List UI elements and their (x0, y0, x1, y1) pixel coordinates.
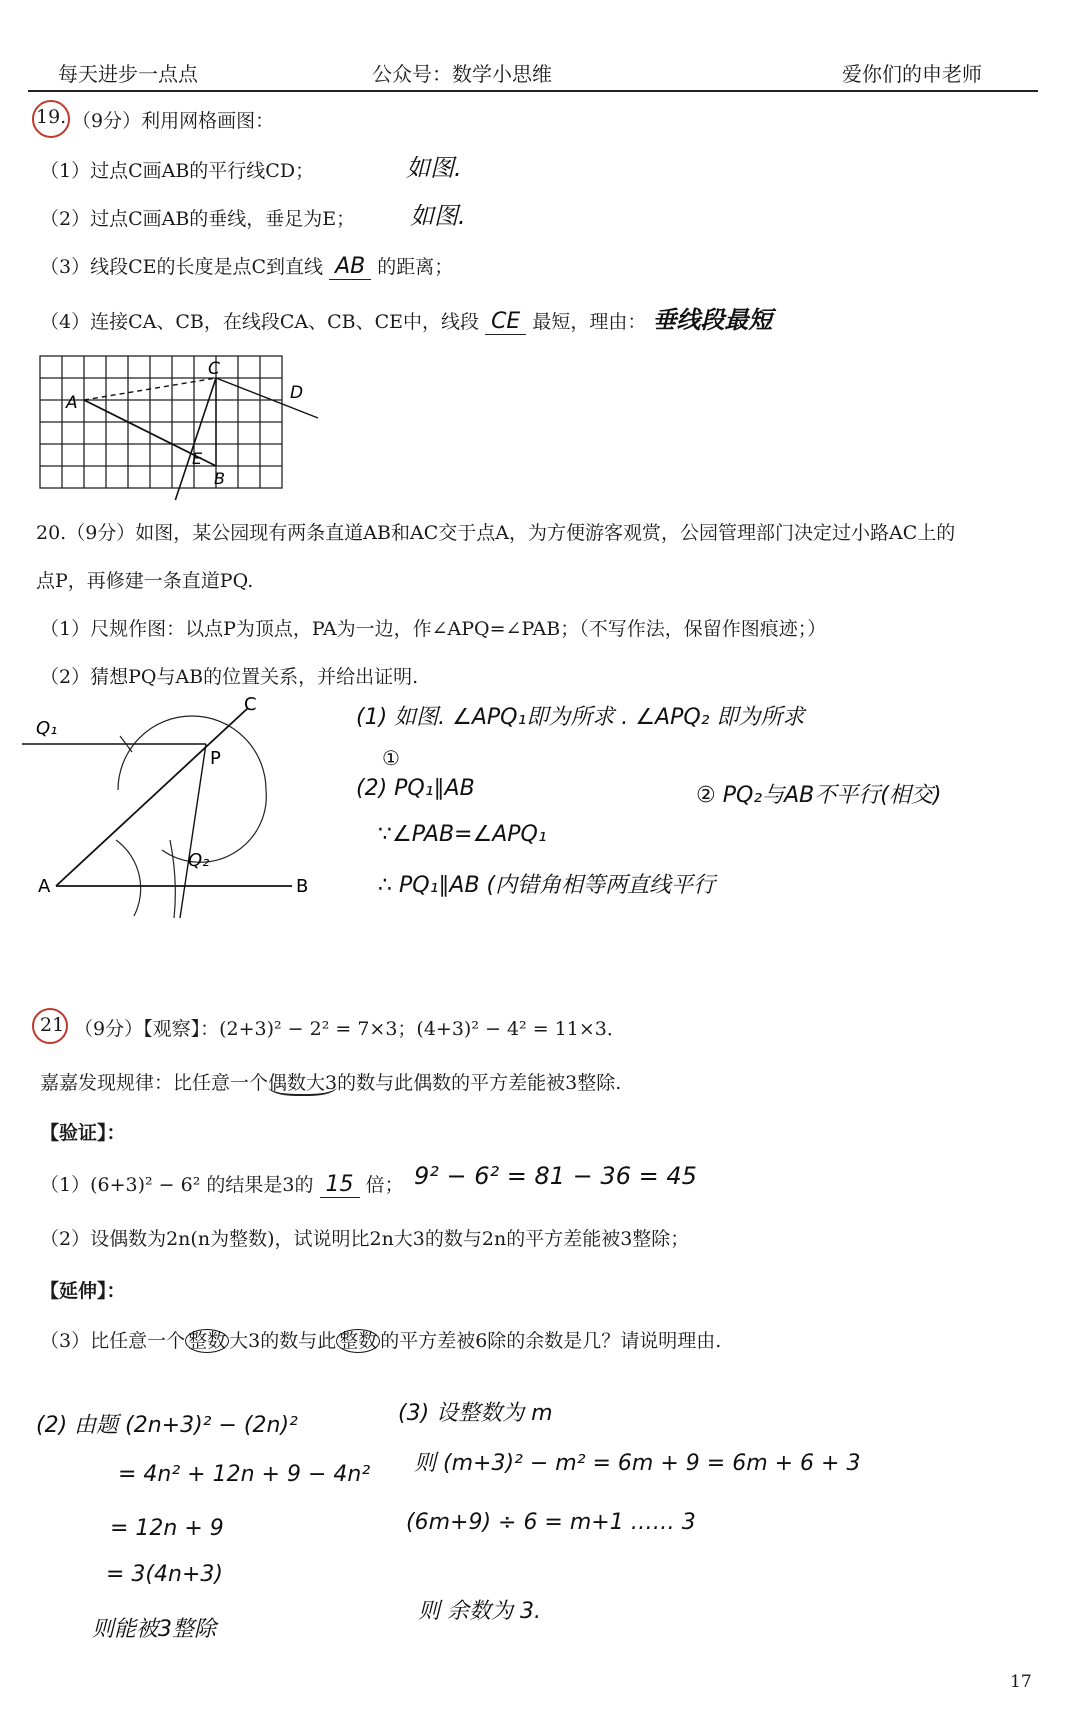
q21-extend-heading: 【延伸】： (40, 1280, 126, 1302)
question-21-number: 21 (40, 1014, 65, 1036)
q21-verify-heading: 【验证】： (40, 1122, 126, 1144)
q20-part2: （2）猜想PQ与AB的位置关系，并给出证明. (40, 666, 419, 688)
question-19-number: 19. (36, 106, 67, 128)
q19-part2-answer: 如图. (410, 202, 466, 230)
q21-rule-underlined: 偶数大3 (268, 1072, 338, 1094)
q20-answer-1: (1) 如图. ∠APQ₁即为所求 . ∠APQ₂ 即为所求 (356, 705, 805, 730)
line-pq2 (180, 744, 206, 918)
q21-part1-prefix: （1）(6+3)² − 6² 的结果是3的 (40, 1174, 314, 1196)
fig20-label-b: B (296, 876, 309, 897)
header-center: 公众号：数学小思维 (372, 62, 552, 86)
fig20-label-p: P (210, 748, 221, 769)
grid-lines (40, 356, 282, 488)
grid-label-e: E (192, 449, 203, 468)
q21-rule-suffix: 的数与此偶数的平方差能被3整除. (337, 1072, 622, 1094)
q21-part2: （2）设偶数为2n(n为整数)，试说明比2n大3的数与2n的平方差能被3整除； (40, 1228, 690, 1250)
fig20-label-q2: Q₂ (188, 850, 210, 871)
q19-part3 (40, 252, 453, 279)
header-left: 每天进步一点点 (58, 62, 198, 86)
q20-answer-2c: ∴ PQ₁∥AB (内错角相等两直线平行 (378, 873, 716, 898)
page-number: 17 (1010, 1672, 1032, 1692)
q20-answer-2a: (2) PQ₁∥AB (356, 776, 475, 801)
compass-arc-q2 (170, 840, 175, 918)
q20-construction-figure (20, 690, 350, 920)
q21-part1-work: 9² − 6² = 81 − 36 = 45 (414, 1162, 697, 1190)
q19-part4-middle: 最短，理由： (532, 311, 647, 333)
grid-label-d: D (290, 383, 304, 403)
q21-work-left-line-1: (2) 由题 (2n+3)² − (2n)² (36, 1413, 298, 1438)
header-rule (28, 90, 1038, 92)
q21-part3-b: 大3的数与此 (229, 1330, 337, 1352)
q21-work-right-line-3: (6m+9) ÷ 6 = m+1 …… 3 (406, 1510, 696, 1535)
q21-work-left-line-5: 则能被3整除 (92, 1617, 216, 1642)
q19-part2: （2）过点C画AB的垂线，垂足为E； (40, 208, 356, 230)
fig20-label-q1: Q₁ (36, 718, 58, 739)
q21-part3-ring-1: 整数 (185, 1329, 229, 1353)
q19-part4-blank: CE (485, 309, 526, 335)
q20-line1: 20.（9分）如图，某公园现有两条直道AB和AC交于点A，为方便游客观赏，公园管理部门决定过小路AC上的 (36, 522, 956, 544)
q21-rule (40, 1068, 621, 1095)
q20-answer-2b: ∵∠PAB=∠APQ₁ (378, 822, 547, 847)
q21-work-right-line-1: (3) 设整数为 m (398, 1401, 553, 1426)
q21-part1 (40, 1170, 404, 1197)
q21-rule-prefix: 嘉嘉发现规律：比任意一个 (40, 1072, 269, 1094)
q19-part3-prefix: （3）线段CE的长度是点C到直线 (40, 256, 324, 278)
q19-part4-answer: 垂线段最短 (652, 306, 773, 334)
grid-label-b: B (214, 469, 225, 488)
fig20-label-c: C (244, 694, 257, 715)
compass-arc-a (116, 840, 141, 916)
q19-part3-suffix: 的距离； (377, 256, 454, 278)
q20-line2: 点P，再修建一条直道PQ. (36, 570, 254, 592)
q21-work-left-line-2: = 4n² + 12n + 9 − 4n² (118, 1462, 371, 1487)
q21-work-left-line-3: = 12n + 9 (110, 1516, 224, 1541)
q21-part1-blank: 15 (320, 1172, 360, 1198)
q19-grid-figure (36, 350, 336, 500)
q19-part1-answer: 如图. (406, 154, 462, 182)
q19-part4-prefix: （4）连接CA、CB，在线段CA、CB、CE中，线段 (40, 311, 480, 333)
q21-part3-ring-2: 整数 (336, 1329, 380, 1353)
q21-part3-a: （3）比任意一个 (40, 1330, 186, 1352)
q21-work-right-line-4: 则 余数为 3. (418, 1599, 541, 1624)
q21-part1-suffix: 倍； (365, 1174, 404, 1196)
q19-part1: （1）过点C画AB的平行线CD； (40, 160, 315, 182)
grid-label-c: C (208, 359, 220, 379)
question-19-title: （9分）利用网格画图： (72, 110, 275, 132)
q20-answer-2d: ② PQ₂与AB不平行(相交) (696, 783, 942, 808)
q20-answer-circle-1: ① (382, 746, 400, 770)
grid-label-a: A (66, 393, 78, 413)
fig20-label-a: A (38, 876, 51, 897)
header-right: 爱你们的申老师 (842, 62, 982, 86)
question-21-title: （9分）【观察】：(2+3)² − 2² = 7×3；(4+3)² − 4² = 11×3． (74, 1018, 626, 1040)
q20-part1: （1）尺规作图：以点P为顶点，PA为一边，作∠APQ=∠PAB；（不写作法，保留作图痕迹；） (40, 618, 827, 640)
q21-part3 (40, 1326, 721, 1353)
q19-part3-blank: AB (329, 254, 371, 280)
q21-work-left-line-4: = 3(4n+3) (106, 1562, 223, 1587)
q21-part3-c: 的平方差被6除的余数是几？请说明理由. (380, 1330, 722, 1352)
q21-work-right-line-2: 则 (m+3)² − m² = 6m + 9 = 6m + 6 + 3 (414, 1451, 861, 1476)
q19-part4 (40, 300, 772, 335)
